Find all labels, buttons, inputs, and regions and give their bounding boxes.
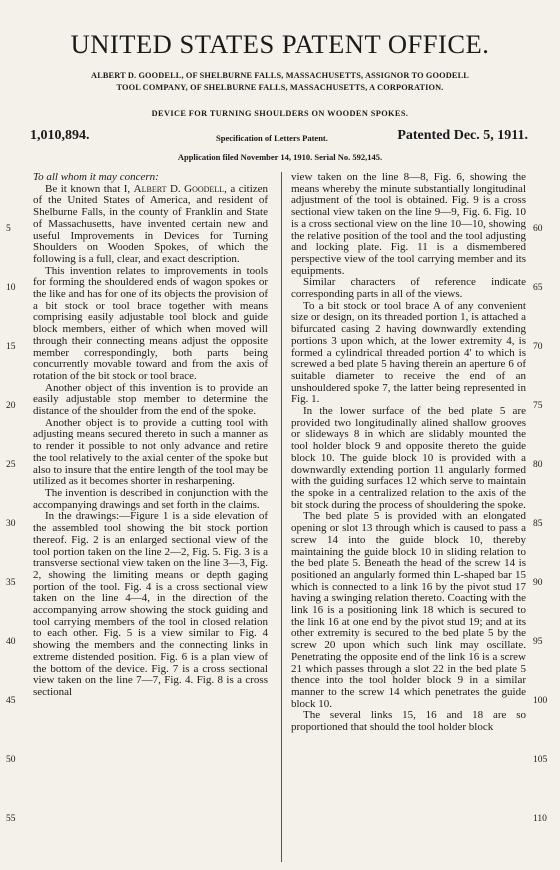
line-number: 95 (533, 637, 543, 647)
paragraph: The several links 15, 16 and 18 are so proportioned that should the tool holder block (291, 709, 526, 734)
paragraph: This invention relates to improvements in tools for forming the shouldered ends of wagon spokes or the like and has for one of its objects the provision of a bit stock or tool brace together with means comprising easily adjustable tool block and guide block members, either of which when moved will through their connecting means adjust the opposite member correspondingly, both parts being concurrently movable toward and from the axis of rotation of the bit stock or tool brace. (33, 264, 268, 382)
paragraph: Another object is to provide a cutting tool with adjusting means secured thereto in such a manner as to render it possible to not only advance and retire the tool relatively to the axial center of the spoke but also to insure that the entire length of the tool may be utilized as it becomes shorter in resharpening. (33, 416, 268, 488)
inventor-line-2: TOOL COMPANY, OF SHELBURNE FALLS, MASSACHUSETTS, A CORPORATION. (116, 83, 444, 92)
line-number: 5 (6, 224, 11, 234)
line-number: 90 (533, 578, 543, 588)
line-number: 15 (6, 342, 16, 352)
application-filed: Application filed November 14, 1910. Serial No. 592,145. (177, 152, 383, 162)
line-number: 80 (533, 460, 543, 470)
paragraph: In the drawings:—Figure 1 is a side elevation of the assembled tool showing the bit stock portion thereof. Fig. 2 is an enlarged sectional view of the tool portion taken on the line 2—2, Fig. 5. Fig. 3 is a transverse sectional view taken on the line 3—3, Fig. 2, showing the limiting means or depth gaging portion of the tool. Fig. 4 is a cross sectional view taken on the line 4—4, in the direction of the accompanying arrow showing the stock guiding and tool carrying members of the tool in closed relation to each other. Fig. 5 is a view similar to Fig. 4 showing the members and the connecting links in extreme distended position. Fig. 6 is a plan view of the bottom of the device. Fig. 7 is a cross sectional view taken on the line 7—7, Fig. 4. Fig. 8 is a cross sectional (33, 510, 268, 698)
salutation: To all whom it may concern: (33, 171, 159, 183)
paragraph: The invention is described in conjunction with the accompanying drawings and set forth in the claims. (33, 486, 268, 511)
line-number: 70 (533, 342, 543, 352)
line-number: 45 (6, 696, 16, 706)
line-number: 60 (533, 224, 543, 234)
paragraph: view taken on the line 8—8, Fig. 6, showing the means whereby the minute substantially longitudinal adjustment of the tool is obtained. Fig. 9 is a cross sectional view taken on the line 9—9, Fig. 6. Fig. 10 is a cross sectional view on the line 10—10, showing the relative position of the tool and the tool adjusting and locking plate. Fig. 11 is a dismembered perspective view of the tool carrying member and its equipments. (291, 171, 526, 277)
inventor-line-1: ALBERT D. GOODELL, OF SHELBURNE FALLS, MASSACHUSETTS, ASSIGNOR TO GOODELL (91, 71, 469, 80)
line-number: 55 (6, 814, 16, 824)
paragraph-intro (33, 184, 268, 266)
line-number: 110 (533, 814, 547, 824)
paragraph: Similar characters of reference indicate corresponding parts in all of the views. (291, 276, 526, 301)
device-title: DEVICE FOR TURNING SHOULDERS ON WOODEN SPOKES. (151, 109, 409, 118)
line-number: 100 (533, 696, 548, 706)
line-number: 75 (533, 401, 543, 411)
line-number: 85 (533, 519, 543, 529)
intro-lead: Be it known that I, (45, 182, 131, 195)
column-divider (281, 172, 282, 862)
left-column (33, 172, 268, 699)
line-number: 65 (533, 283, 543, 293)
paragraph: To a bit stock or tool brace A of any convenient size or design, on its threaded portion 1, is attached a bifurcated casing 2 having downwardly extending portions 3 upon which, at the lower extremity 4, is formed a cylindrical threaded portion 4' to which is screwed a bed plate 5 having therein an aperture 6 of suitable diameter to receive the end of an unshouldered spoke 7, the latter being represented in Fig. 1. (291, 299, 526, 406)
line-number: 25 (6, 460, 16, 470)
inventor-assignor (30, 70, 530, 94)
paragraph: The bed plate 5 is provided with an elongated opening or slot 13 through which is caused to pass a screw 14 into the guide block 10, thereby maintaining the guide block 10 in sliding relation to the bed plate 5. Beneath the head of the screw 14 is positioned an angularly formed thin L-shaped bar 15 which is connected to a link 16 by the pivot stud 17 having a swinging relation thereto. Coacting with the link 16 is a positioning link 18 which is secured to the link 16 at one end by the pivot stud 19; and at its other extremity is secured to the bed plate 5 by the screw 20 upon which such link may oscillate. Penetrating the opposite end of the link 16 is a screw 21 which passes through a slot 22 in the bed plate 5 thence into the tool holder block 9 in a similar manner to the screw 14 which penetrates the guide block 10. (291, 510, 526, 710)
line-number: 10 (6, 283, 16, 293)
patented-date: Patented Dec. 5, 1911. (397, 128, 528, 143)
intro-rest: , a citizen of the United States of America, and resident of Shelburne Falls, in the county of Franklin and State of Massachusetts, have invented certain new and useful Improvements in Devices for Turning Shoulders on Wooden Spokes, of which the following is a full, clear, and exact description. (33, 182, 269, 265)
office-title: UNITED STATES PATENT OFFICE. (70, 30, 490, 59)
specification-label: Specification of Letters Patent. (216, 133, 328, 143)
patent-number: 1,010,894. (30, 128, 90, 143)
right-column (291, 172, 526, 734)
paragraph: In the lower surface of the bed plate 5 are provided two longitudinally alined shallow grooves or slideways 8 in which are slidably mounted the tool holder block 9 and opposite thereto the guide block 10. The guide block 10 is provided with a downwardly extending portion 11 angularly formed with the guiding surfaces 12 which serve to maintain the spoke in a centralized relation to the axis of the bit stock during the process of shouldering the spoke. (291, 405, 526, 511)
line-number: 105 (533, 755, 548, 765)
line-number: 50 (6, 755, 16, 765)
line-number: 35 (6, 578, 16, 588)
line-number: 40 (6, 637, 16, 647)
paragraph: Another object of this invention is to provide an easily adjustable stop member to determine the distance of the shoulder from the end of the spoke. (33, 381, 268, 418)
inventor-name: Albert D. Goodell (133, 182, 225, 195)
line-number: 30 (6, 519, 16, 529)
line-number: 20 (6, 401, 16, 411)
